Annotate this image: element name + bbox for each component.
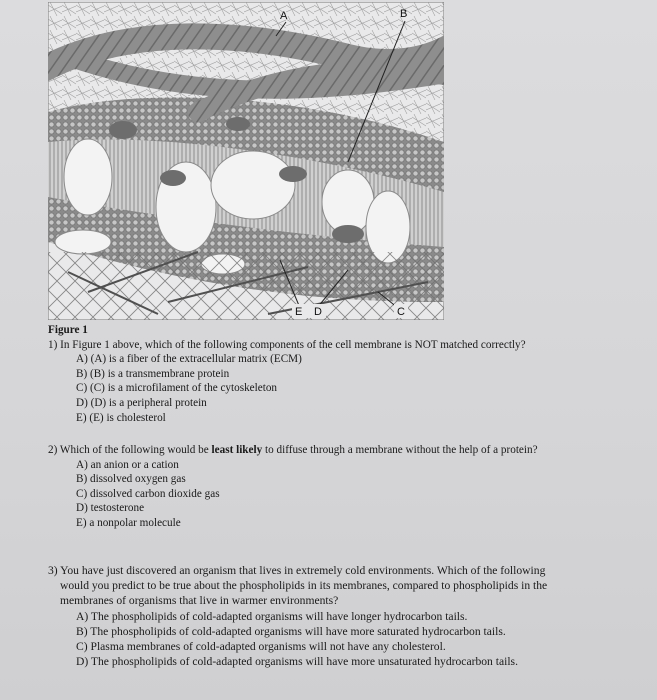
answer-option: B) (B) is a transmembrane protein bbox=[76, 367, 230, 380]
answer-option: A) an anion or a cation bbox=[76, 458, 179, 471]
label-a bbox=[280, 10, 288, 22]
answer-option: D) testosterone bbox=[76, 502, 145, 515]
membrane-illustration bbox=[48, 2, 444, 320]
stem-emphasis: least likely bbox=[211, 444, 263, 456]
question-stem: 1) In Figure 1 above, which of the following components of the cell membrane is NOT matched correctly? bbox=[48, 338, 526, 351]
question-stem: would you predict to be true about the phospholipids in its membranes, compared to phospholipids in the bbox=[60, 579, 548, 593]
svg-text:E: E bbox=[295, 306, 303, 318]
answer-option: E) (E) is cholesterol bbox=[76, 411, 166, 424]
answer-option: C) dissolved carbon dioxide gas bbox=[76, 487, 220, 500]
cell-membrane-figure bbox=[48, 2, 444, 320]
answer-option: C) (C) is a microfilament of the cytoskeleton bbox=[76, 382, 278, 395]
stem-text: 2) Which of the following would be bbox=[48, 444, 212, 456]
svg-text:A: A bbox=[280, 10, 288, 22]
label-b bbox=[400, 8, 407, 20]
answer-option: A) The phospholipids of cold-adapted organisms will have longer hydrocarbon tails. bbox=[76, 609, 468, 623]
answer-option: A) (A) is a fiber of the extracellular matrix (ECM) bbox=[76, 353, 302, 366]
answer-option: B) The phospholipids of cold-adapted organisms will have more saturated hydrocarbon tails. bbox=[76, 624, 506, 638]
label-c bbox=[397, 306, 405, 318]
stem-text: to diffuse through a membrane without the help of a protein? bbox=[262, 444, 538, 456]
label-e bbox=[295, 306, 302, 318]
svg-text:D: D bbox=[314, 306, 322, 318]
question-stem: membranes of organisms that live in warmer environments? bbox=[60, 594, 339, 608]
answer-option: C) Plasma membranes of cold-adapted organisms will not have any cholesterol. bbox=[76, 640, 446, 654]
answer-option: D) (D) is a peripheral protein bbox=[76, 396, 207, 409]
question-stem: 3) You have just discovered an organism that lives in extremely cold environments. Which of the following bbox=[48, 564, 546, 577]
figure-caption: Figure 1 bbox=[48, 324, 88, 336]
svg-text:C: C bbox=[397, 306, 405, 318]
answer-option: B) dissolved oxygen gas bbox=[76, 473, 186, 486]
svg-text:B: B bbox=[400, 8, 408, 20]
question-stem bbox=[48, 443, 648, 458]
answer-option: D) The phospholipids of cold-adapted organisms will have more unsaturated hydrocarbon tails. bbox=[76, 655, 518, 669]
question-1 bbox=[48, 323, 648, 425]
answer-option: E) a nonpolar molecule bbox=[76, 516, 181, 529]
question-2 bbox=[48, 443, 648, 531]
question-3 bbox=[48, 563, 648, 669]
label-d bbox=[314, 306, 322, 318]
